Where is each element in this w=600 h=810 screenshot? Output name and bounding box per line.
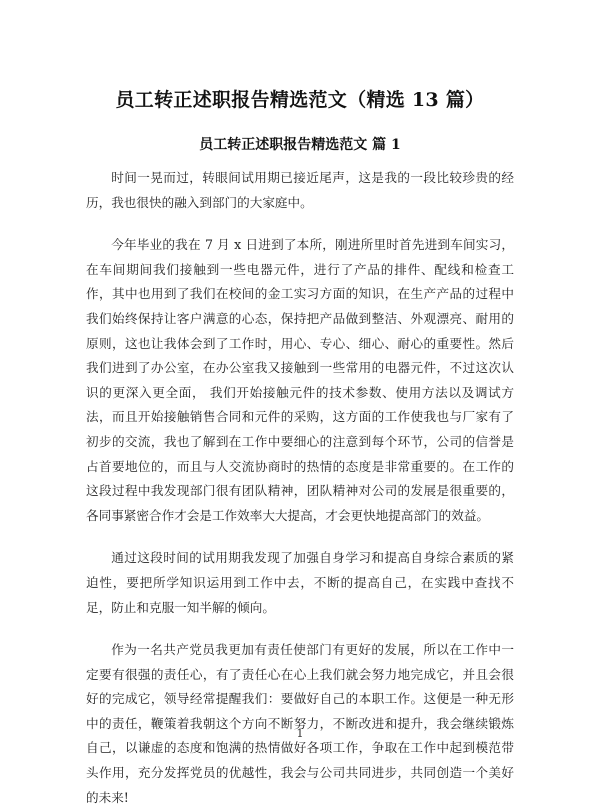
section-title: 员工转正述职报告精选范文 篇 1 [199,137,401,153]
paragraph-2: 今年毕业的我在 7 月 x 日进到了本所，刚进所里时首先进到车间实习，在车间期间我们接触到一些电器元件，进行了产品的排件、配线和检查工作，其中也用到了我们在校间的金工实习方面的知识，在生产产品的过程中我们始终保持让客户满意的心态，保持把产品做到整洁、外观漂亮、耐用的原则，这也让我体会到了工作时，用心、专心、细心、耐心的重要性。然后我们进到了办公室，在办公室我又接触到一些常用的电器元件，不过这次认识的更深入更全面， 我们开始接触元件的技术参数、使用方法以及调试方法，而且开始接触销售合同和元件的采购，这方面的工作使我也与厂家有了初步的交流，我也了解到在工作中要细心的注意到每个环节，公司的信誉是占首要地位的，而且与人交流协商时的热情的态度是非常重要的。在工作的这段过程中我发现部门很有团队精神，团队精神对公司的发展是很重要的，各同事紧密合作才会是工作效率大大提高，才会更快地提高部门的效益。 [86,237,514,523]
paragraph-4: 作为一名共产党员我更加有责任使部门有更好的发展，所以在工作中一定要有很强的责任心，有了责任心在心上我们就会努力地完成它，并且会很好的完成它，领导经常提醒我们：要做好自己的本职工作。这便是一种无形中的责任，鞭策着我朝这个方向不断努力，不断改进和提升，我会继续锻炼自己，以谦虚的态度和饱满的热情做好各项工作，争取在工作中起到模范带头作用，充分发挥党员的优越性，我会与公司共同进步，共同创造一个美好的未来! [86,642,514,805]
document-body [86,166,514,810]
page-number: 1 [296,727,304,740]
paragraph-1: 时间一晃而过，转眼间试用期已接近尾声，这是我的一段比较珍贵的经历，我也很快的融入到部门的大家庭中。 [86,170,514,210]
paragraph-3: 通过这段时间的试用期我发现了加强自身学习和提高自身综合素质的紧迫性，要把所学知识运用到工作中去，不断的提高自己，在实践中查找不足，防止和克服一知半解的倾向。 [86,550,514,615]
document-title: 员工转正述职报告精选范文（精选 13 篇） [115,89,485,111]
